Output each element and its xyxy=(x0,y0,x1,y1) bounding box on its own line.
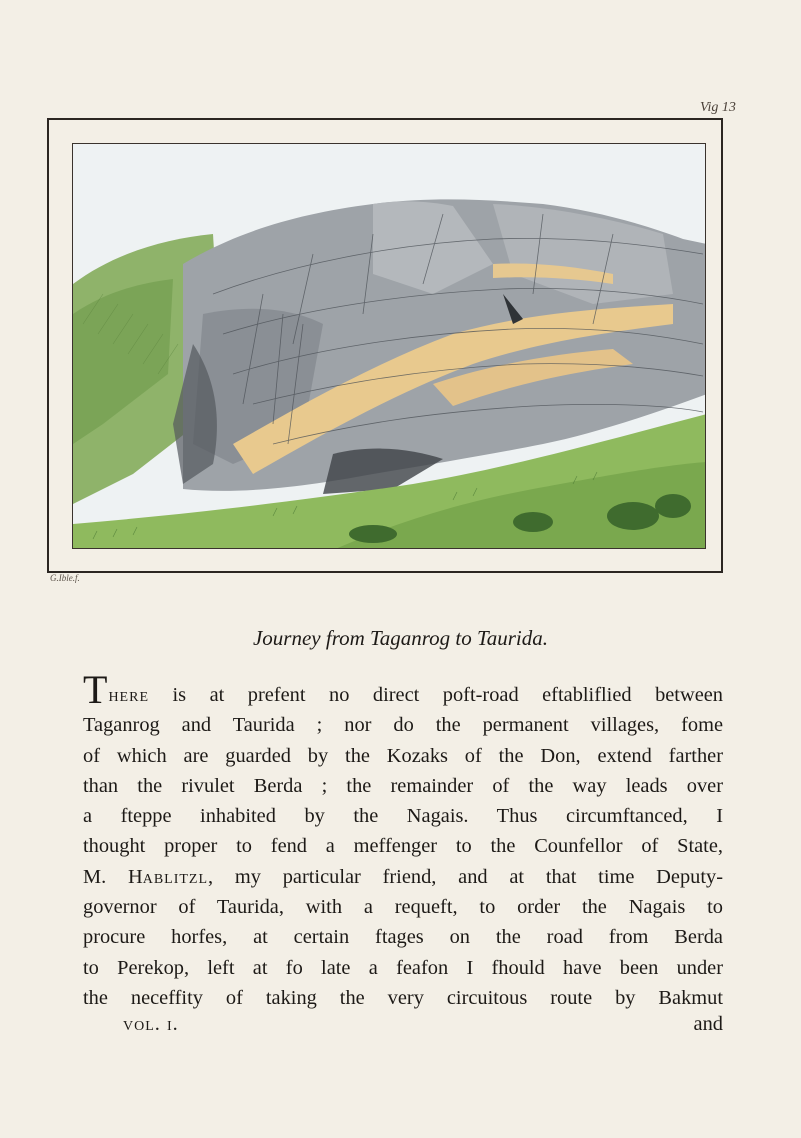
text-line xyxy=(83,667,723,712)
chapter-title: Journey from Taganrog to Taurida. xyxy=(252,626,548,650)
landscape-engraving xyxy=(73,144,706,549)
plate-illustration xyxy=(72,143,706,549)
text-line: procure horfes, at certain ftages on the road from Berda xyxy=(83,926,723,949)
catchword: and xyxy=(693,1013,723,1035)
text-line: thought proper to fend a meffenger to the Counfellor of State, xyxy=(83,835,723,858)
text-line: governor of Taurida, with a requeft, to order the Nagais to xyxy=(83,896,723,919)
plate-number: Vig 13 xyxy=(700,100,736,115)
name-prefix: M. H xyxy=(83,865,143,888)
text-line: than the rivulet Berda ; the remainder of the way leads over xyxy=(83,774,723,797)
text-line: a fteppe inhabited by the Nagais. Thus circumftanced, I xyxy=(83,805,723,828)
smallcaps-word: here xyxy=(108,684,149,706)
smallcaps-name: ablitzl xyxy=(142,865,209,888)
engraver-signature: G.Ible.f. xyxy=(50,573,80,583)
text-line: Taganrog and Taurida ; nor do the permanent villages, fome xyxy=(83,714,723,737)
text-line: the neceffity of taking the very circuitous route by Bakmut xyxy=(83,986,723,1009)
body-paragraph xyxy=(83,667,723,1013)
text-line: to Perekop, left at fo late a feafon I fhould have been under xyxy=(83,956,723,979)
drop-capital: T xyxy=(83,667,108,712)
text-line xyxy=(83,862,723,892)
signature-mark: vol. i. xyxy=(123,1013,179,1035)
line-text: is at prefent no direct poft-road eftabliflied between xyxy=(149,684,723,706)
text-line: of which are guarded by the Kozaks of the Don, extend farther xyxy=(83,744,723,767)
line-text: , my particular friend, and at that time Deputy- xyxy=(208,865,723,888)
